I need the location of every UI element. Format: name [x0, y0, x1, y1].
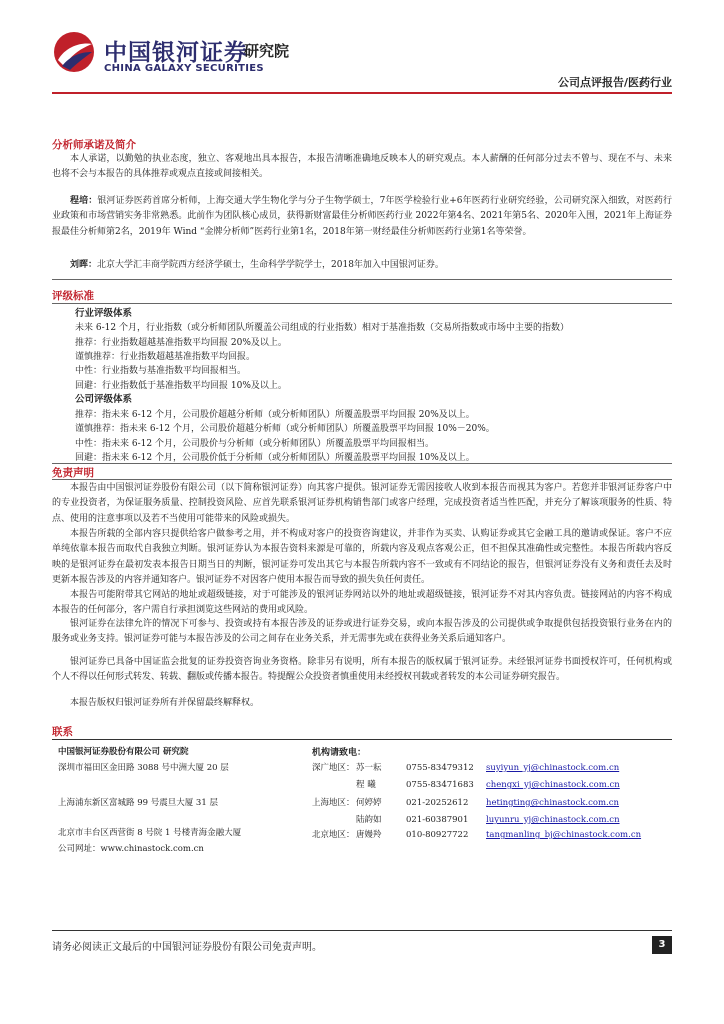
section-divider [52, 739, 672, 740]
header-divider [52, 92, 672, 94]
contact-region: 北京地区： [312, 830, 355, 840]
disclaimer-paragraph: 本报告可能附带其它网站的地址或超级链接，对于可能涉及的银河证券网站以外的地址或超级链接，银河证券不对其内容负责。链接网站的内容不构成本报告的任何部分，客户需自行承担浏览这些网站的费用或风险。 [52, 590, 672, 616]
contact-name: 程 曦 [356, 780, 376, 790]
section-divider [52, 279, 672, 280]
industry-rating-line: 未来 6-12 个月，行业指数（或分析师团队所覆盖公司组成的行业指数）相对于基准指数（交易所指数或市场中主要的指数） [75, 323, 569, 333]
institution-contact-title: 机构请致电： [312, 748, 367, 758]
industry-rating-line: 推荐：行业指数超越基准指数平均回报 20%及以上。 [75, 338, 287, 348]
contact-phone: 0755-83471683 [406, 780, 474, 790]
footer-divider [52, 930, 672, 931]
company-rating-title: 公司评级体系 [75, 394, 133, 405]
address-beijing: 北京市丰台区西营街 8 号院 1 号楼青海金融大厦 [58, 828, 242, 838]
contact-name: 苏一耘 [356, 763, 382, 773]
contact-name: 唐嫚羚 [356, 830, 382, 840]
address-shenzhen: 深圳市福田区金田路 3088 号中洲大厦 20 层 [58, 763, 229, 773]
contact-phone: 021-60387901 [406, 815, 469, 825]
section-divider [52, 303, 672, 304]
disclaimer-paragraph: 银河证券已具备中国证监会批复的证券投资咨询业务资格。除非另有说明，所有本报告的版权属于银河证券。未经银河证券书面授权许可，任何机构或个人不得以任何形式转发、转载、翻版或传播本报告。特提醒公众投资者慎重使用未经授权刊载或者转发的本公司证券研究报告。 [52, 657, 672, 683]
contact-email-link[interactable]: hetingting@chinastock.com.cn [486, 798, 619, 808]
industry-rating-line: 谨慎推荐：行业指数超越基准指数平均回报。 [75, 352, 256, 362]
contact-phone: 010-80927722 [406, 830, 469, 840]
company-website: 公司网址：www.chinastock.com.cn [58, 844, 204, 854]
disclaimer-paragraph: 本报告所载的全部内容只提供给客户做参考之用，并不构成对客户的投资咨询建议，并非作为买卖、认购证券或其它金融工具的邀请或保证。客户不应单纯依靠本报告而取代自我独立判断。银河证券认为本报告资料来源是可靠的，所载内容及观点客观公正，但不担保其准确性或完整性。本报告所载内容反映的是银河证券在最初发表本报告日期当日的判断，银河证券可发出其它与本报告所载内容不一致或有不同结论的报告，但银河证券没有义务和责任去及时更新本报告涉及的内容并通知客户。银河证券不对因客户使用本报告而导致的损失负任何责任。 [52, 529, 672, 585]
logo-chinese-name: 中国银河证券 [104, 40, 248, 66]
footer-disclaimer-note: 请务必阅读正文最后的中国银河证券股份有限公司免责声明。 [52, 942, 322, 953]
analyst1-bio-paragraph [52, 194, 672, 240]
company-rating-line: 中性：指未来 6-12 个月，公司股价与分析师（或分析师团队）所覆盖股票平均回报相当。 [75, 439, 434, 449]
logo-institute-name: 研究院 [244, 42, 290, 60]
contact-region: 上海地区： [312, 798, 355, 808]
contact-row [312, 778, 620, 790]
contact-row [312, 813, 620, 825]
analyst-commitment: 本人承诺，以勤勉的执业态度，独立、客观地出具本报告，本报告清晰准确地反映本人的研究观点。本人薪酬的任何部分过去不曾与、现在不与、未来也将不会与本报告的具体推荐或观点直接或间接相关。 [52, 154, 672, 180]
page-header [0, 0, 724, 100]
contact-email-link[interactable]: chengxi_yj@chinastock.com.cn [486, 780, 620, 790]
contact-email-link[interactable]: tangmanling_bj@chinastock.com.cn [486, 830, 642, 840]
contact-section-title: 联系 [52, 726, 73, 738]
contact-region: 深广地区： [312, 763, 355, 773]
industry-rating-line: 中性：行业指数与基准指数平均回报相当。 [75, 366, 247, 376]
china-galaxy-logo-icon [52, 30, 96, 74]
disclaimer-paragraph: 银河证券在法律允许的情况下可参与、投资或持有本报告涉及的证券或进行证券交易，或向本报告涉及的公司提供或争取提供包括投资银行业务在内的服务或业务支持。银河证券可能与本报告涉及的公司之间存在业务关系，并无需事先或在获得业务关系后通知客户。 [52, 619, 672, 645]
address-shanghai: 上海浦东新区富城路 99 号震旦大厦 31 层 [58, 798, 218, 808]
report-type: 公司点评报告/医药行业 [557, 76, 672, 89]
contact-email-link[interactable]: suyiyun_yj@chinastock.com.cn [486, 763, 620, 773]
company-rating-line: 谨慎推荐：指未来 6-12 个月，公司股价超越分析师（或分析师团队）所覆盖股票平均回报 10%－20%。 [75, 424, 495, 434]
logo-english-name: CHINA GALAXY SECURITIES [104, 63, 264, 74]
contact-phone: 021-20252612 [406, 798, 469, 808]
contact-email-link[interactable]: luyunru_yj@chinastock.com.cn [486, 815, 620, 825]
disclaimer-section-title: 免责声明 [52, 467, 94, 479]
contact-row [312, 828, 641, 840]
disclaimer-paragraph: 本报告由中国银河证券股份有限公司（以下简称银河证券）向其客户提供。银河证券无需因接收人收到本报告而视其为客户。若您并非银河证券客户中的专业投资者，为保证服务质量、控制投资风险、应首先联系银河证券机构销售部门或客户经理，完成投资者适当性匹配，并充分了解该项服务的性质、特点、使用的注意事项以及若不当使用可能带来的风险或损失。 [52, 483, 672, 524]
contact-row [312, 796, 619, 808]
analyst-section-title: 分析师承诺及简介 [52, 139, 136, 151]
analyst2-bio: 北京大学汇丰商学院西方经济学硕士，生命科学学院学士，2018年加入中国银河证券。 [97, 260, 444, 270]
section-divider [52, 463, 672, 464]
industry-rating-line: 回避：行业指数低于基准指数平均回报 10%及以上。 [75, 381, 287, 391]
analyst1-bio: 银河证券医药首席分析师，上海交通大学生物化学与分子生物学硕士，7年医学检验行业+6年医药行业研究经验，公司研究深入细致，对医药行业政策和市场营销实务非常熟悉。此前作为团队核心成员，获得新财富最佳分析师医药行业 2022年第4名、2021年第5名、2020年入围，2021年上海证券报最佳分析师第2名，2019年 Wind “金牌分析师”医药行业第1名，2018年第一财经最佳分析师医药行业第1名等荣誉。 [52, 196, 672, 237]
analyst1-name: 程培： [70, 196, 98, 206]
disclaimer-paragraph: 本报告版权归银河证券所有并保留最终解释权。 [70, 698, 260, 708]
company-rating-line: 回避：指未来 6-12 个月，公司股价低于分析师（或分析师团队）所覆盖股票平均回报 10%及以上。 [75, 453, 475, 463]
company-name: 中国银河证券股份有限公司 研究院 [58, 747, 189, 757]
contact-phone: 0755-83479312 [406, 763, 474, 773]
industry-rating-title: 行业评级体系 [75, 308, 133, 319]
page-number: 3 [652, 936, 672, 954]
contact-name: 何婷婷 [356, 798, 382, 808]
contact-row [312, 761, 619, 773]
analyst2-bio-paragraph [52, 258, 672, 273]
section-divider [52, 479, 672, 480]
contact-name: 陆韵如 [356, 815, 382, 825]
analyst2-name: 刘晖： [70, 260, 98, 270]
rating-section-title: 评级标准 [52, 290, 94, 302]
company-rating-line: 推荐：指未来 6-12 个月，公司股价超越分析师（或分析师团队）所覆盖股票平均回报 20%及以上。 [75, 410, 475, 420]
